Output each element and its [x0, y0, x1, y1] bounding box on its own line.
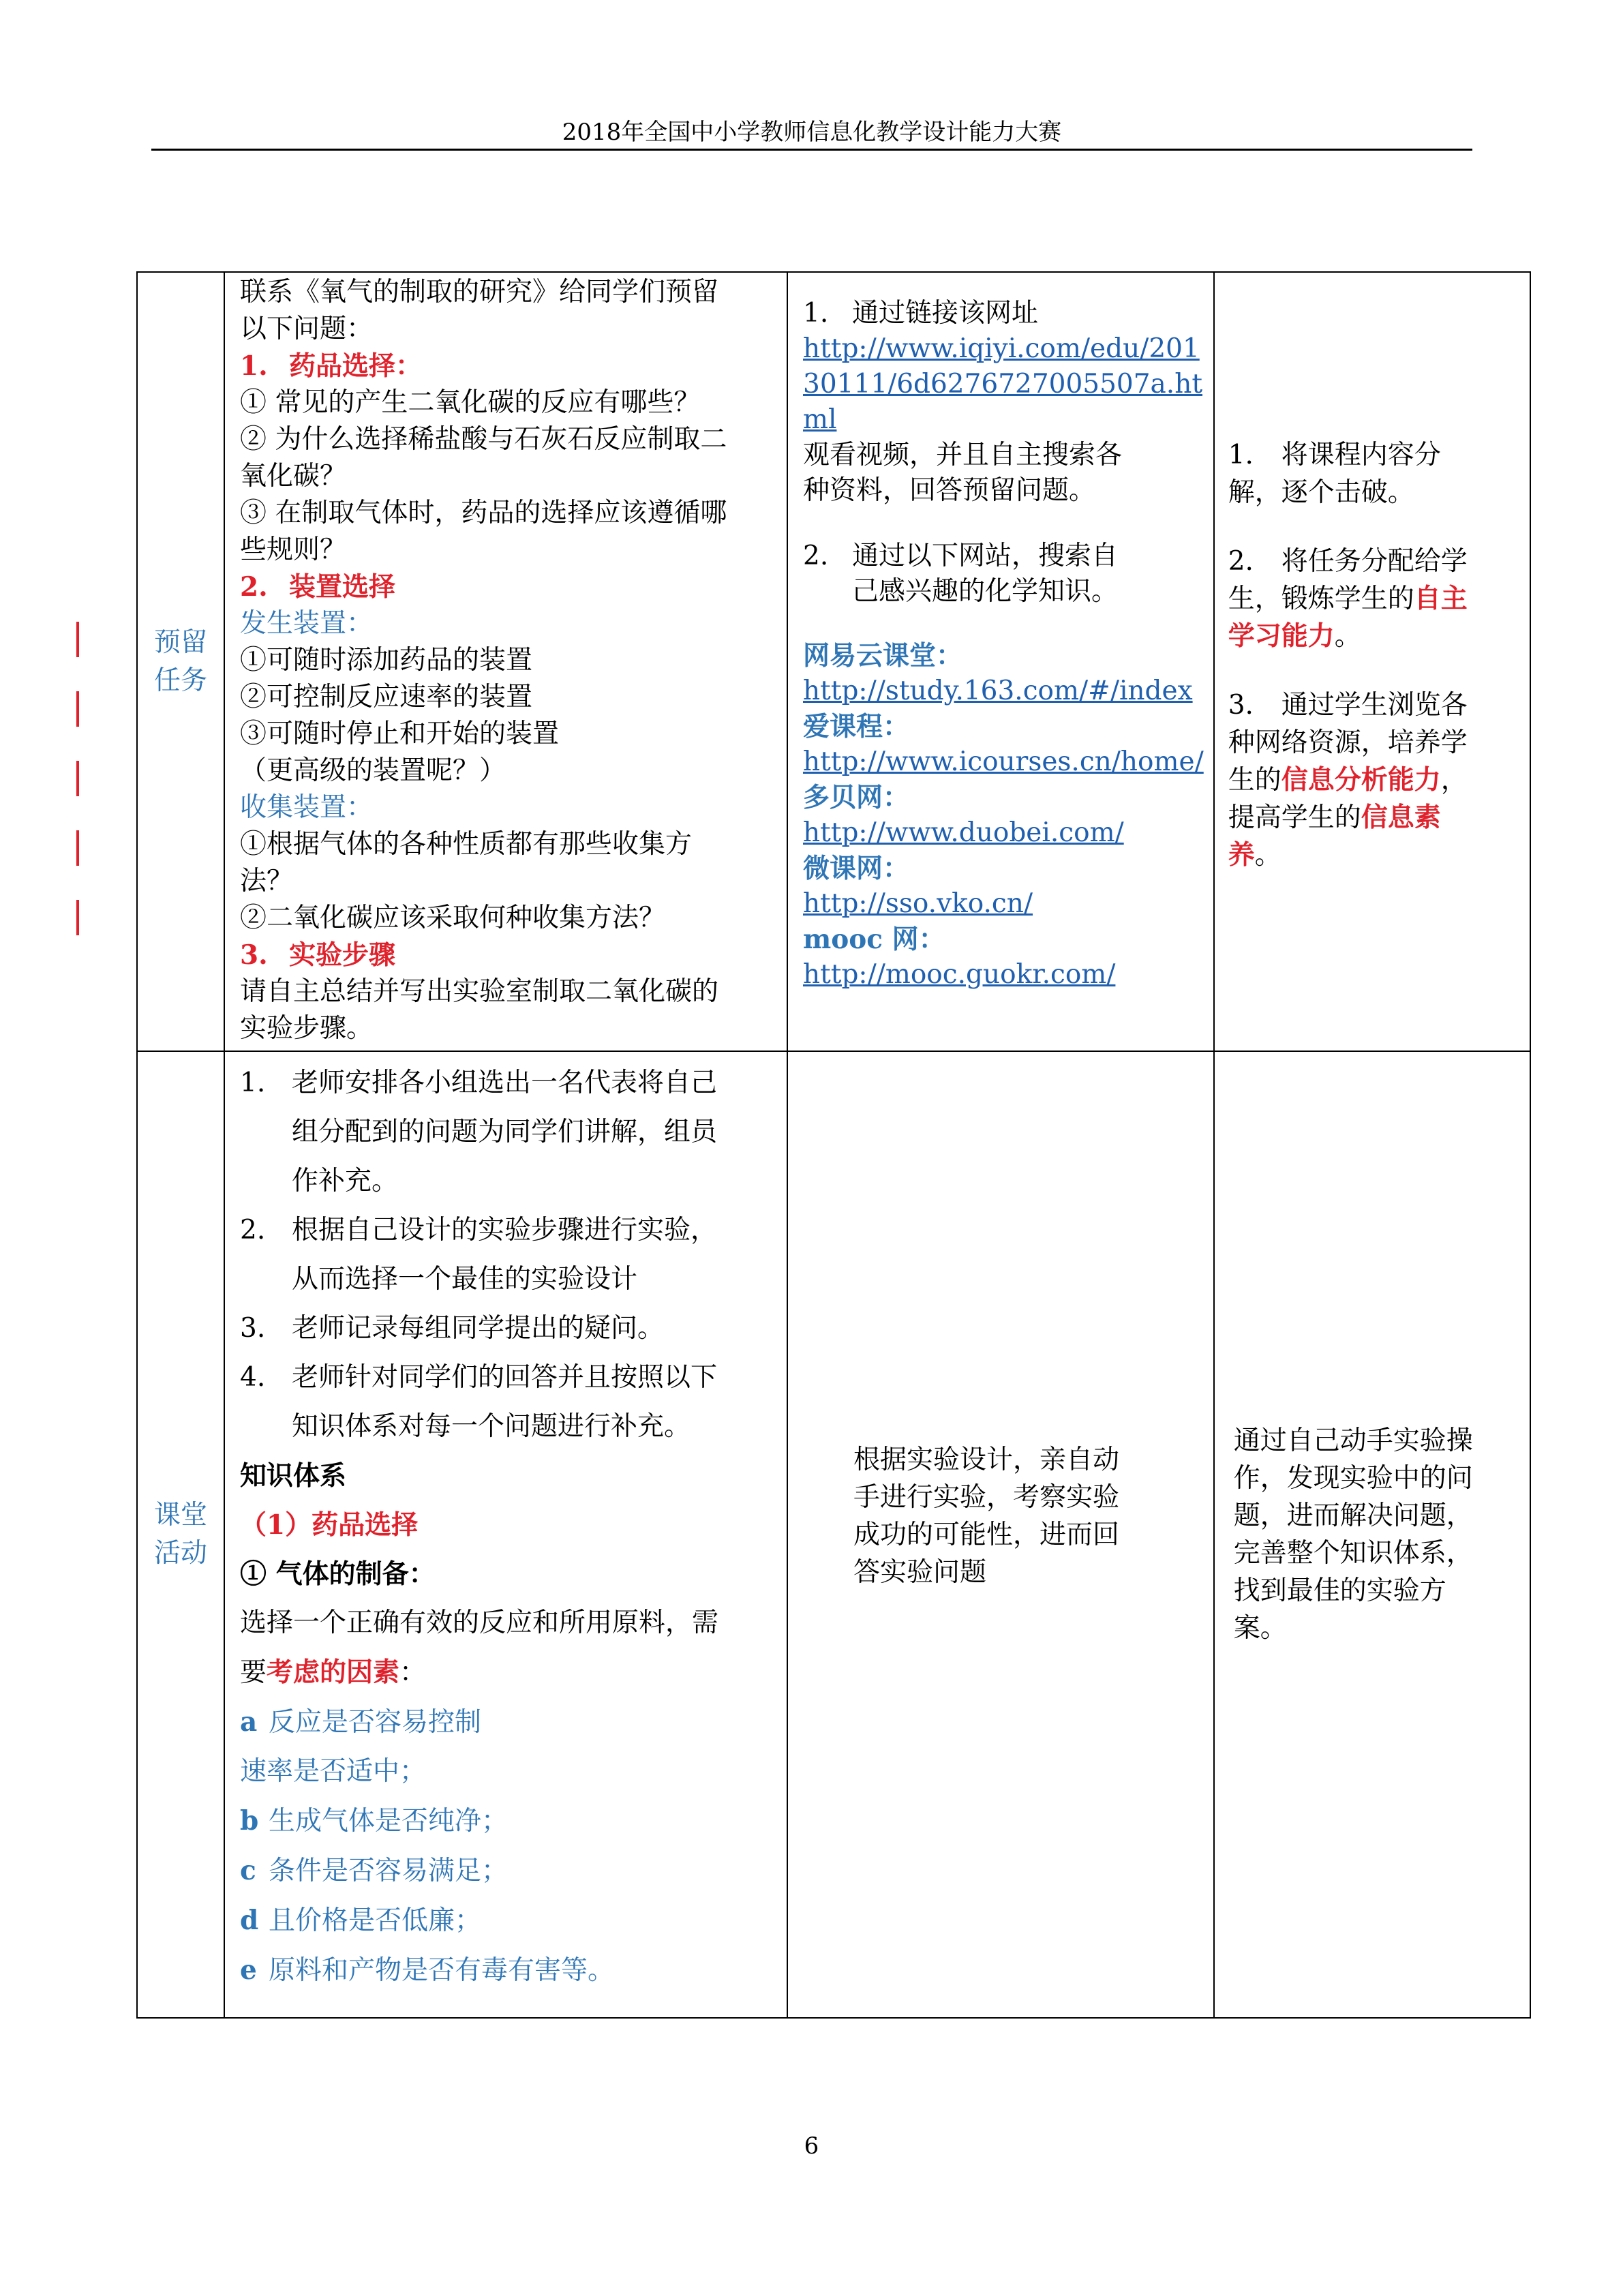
header-rule: [151, 149, 1472, 151]
resource-1-text: 种资料，回答预留问题。: [803, 475, 1096, 506]
intro-line: 以下问题：: [240, 314, 374, 344]
collector-item: ②二氧化碳应该采取何种收集方法？: [240, 903, 666, 933]
intent-text: 完善整个知识体系，: [1233, 1538, 1473, 1569]
activity-item-1-cont: 组分配到的问题为同学们讲解，组员: [292, 1117, 718, 1147]
intent-2-cont: 学习能力。: [1228, 620, 1361, 652]
generator-item: ③可随时停止和开始的装置: [240, 719, 560, 749]
intent-text: 找到最佳的实验方: [1233, 1575, 1446, 1606]
activity-item-1-cont: 作补充。: [292, 1166, 399, 1196]
row-label-class-activity: 课堂 活动: [137, 1051, 224, 2018]
margin-change-marks: [76, 622, 80, 969]
steps-text: 请自主总结并写出实验室制取二氧化碳的: [240, 976, 719, 1007]
intent-3-cont: 提高学生的信息素: [1228, 802, 1441, 833]
page-header-title: 2018年全国中小学教师信息化教学设计能力大赛: [562, 119, 1062, 146]
site-name-mooc: mooc 网：: [803, 924, 945, 955]
gas-preparation-title: ① 气体的制备：: [240, 1558, 436, 1590]
student-activity-text: 根据实验设计，亲自动: [853, 1445, 1120, 1475]
site-name-icourses: 爱课程：: [803, 711, 910, 742]
change-mark: [76, 900, 79, 935]
design-intent-cell: [1214, 272, 1530, 1051]
generator-item: （更高级的装置呢？）: [240, 755, 506, 786]
activity-item-2-cont: 从而选择一个最佳的实验设计: [292, 1264, 638, 1295]
student-activity-text: 成功的可能性，进而回: [853, 1520, 1120, 1550]
student-activity-text: 答实验问题: [853, 1557, 987, 1588]
change-mark: [76, 622, 79, 657]
site-link-icourses[interactable]: http://www.icourses.cn/home/: [803, 746, 1204, 777]
lesson-design-table: [136, 271, 1531, 2019]
activity-item-1: 1. 老师安排各小组选出一名代表将自己: [240, 1068, 718, 1098]
factor-e: e 原料和产物是否有毒有害等。: [240, 1954, 615, 1986]
factor-d: d 且价格是否低廉；: [240, 1905, 482, 1936]
question-1: ① 常见的产生二氧化碳的反应有哪些？: [240, 387, 701, 418]
intent-text: 案。: [1233, 1613, 1287, 1644]
site-name-163: 网易云课堂：: [803, 640, 963, 671]
factor-b: b 生成气体是否纯净；: [240, 1805, 509, 1837]
activity-item-4-cont: 知识体系对每一个问题进行补充。: [292, 1411, 691, 1442]
section-device-heading: 2. 装置选择: [240, 571, 396, 603]
activity-item-3: 3. 老师记录每组同学提出的疑问。: [240, 1313, 665, 1344]
resource-1-text: 观看视频，并且自主搜索各: [803, 440, 1123, 470]
steps-text-cont: 实验步骤。: [240, 1013, 374, 1044]
intent-2-cont: 生，锻炼学生的自主: [1228, 583, 1468, 614]
iqiyi-video-link[interactable]: http://www.iqiyi.com/edu/201: [803, 333, 1200, 364]
change-mark: [76, 691, 79, 727]
intent-3-cont: 养。: [1228, 839, 1281, 871]
resource-2-text: 己感兴趣的化学知识。: [852, 576, 1119, 607]
collector-item: ①根据气体的各种性质都有那些收集方: [240, 829, 693, 860]
change-mark: [76, 761, 79, 796]
site-link-duobei[interactable]: http://www.duobei.com/: [803, 817, 1124, 848]
knowledge-system-title: 知识体系: [240, 1460, 347, 1492]
change-mark: [76, 830, 79, 866]
section-steps-heading: 3. 实验步骤: [240, 939, 396, 971]
intent-3-cont: 种网络资源，培养学: [1228, 727, 1468, 758]
site-link-mooc[interactable]: http://mooc.guokr.com/: [803, 959, 1116, 990]
iqiyi-video-link[interactable]: 30111/6d6276727005507a.ht: [803, 369, 1202, 399]
activity-item-2: 2. 根据自己设计的实验步骤进行实验，: [240, 1215, 718, 1245]
collector-item-cont: 法？: [240, 866, 294, 896]
intent-text: 题，进而解决问题，: [1233, 1500, 1473, 1531]
factor-c: c 条件是否容易满足；: [240, 1855, 509, 1886]
resource-1-heading: 1. 通过链接该网址: [803, 298, 1039, 329]
intent-2: 2. 将任务分配给学: [1228, 546, 1468, 577]
factor-a: a 反应是否容易控制: [240, 1706, 482, 1738]
selection-text: 选择一个正确有效的反应和所用原料，需: [240, 1607, 719, 1638]
question-3-cont: 些规则？: [240, 534, 347, 565]
generator-item: ①可随时添加药品的装置: [240, 645, 533, 676]
intent-text: 通过自己动手实验操: [1233, 1425, 1473, 1456]
generator-heading: 发生装置：: [240, 608, 374, 639]
student-activity-cell: [787, 1051, 1214, 2018]
page-number: 6: [804, 2132, 819, 2160]
intent-text: 作，发现实验中的问: [1233, 1463, 1473, 1494]
site-name-vko: 微课网：: [803, 853, 910, 884]
question-3: ③ 在制取气体时，药品的选择应该遵循哪: [240, 498, 727, 528]
intent-1: 1. 将课程内容分: [1228, 440, 1441, 470]
section-drug-heading: 1. 药品选择：: [240, 350, 423, 382]
collector-heading: 收集装置：: [240, 792, 374, 823]
intent-3-cont: 生的信息分析能力，: [1228, 764, 1468, 796]
selection-text-cont: 要考虑的因素：: [240, 1657, 427, 1688]
intro-line: 联系《氧气的制取的研究》给同学们预留: [240, 277, 719, 307]
site-name-duobei: 多贝网：: [803, 782, 910, 813]
factor-a-cont: 速率是否适中；: [240, 1756, 427, 1787]
design-intent-cell: [1214, 1051, 1530, 2018]
intent-3: 3. 通过学生浏览各: [1228, 690, 1468, 721]
student-activity-text: 手进行实验，考察实验: [853, 1482, 1120, 1513]
resource-2-heading: 2. 通过以下网站，搜索自: [803, 541, 1119, 571]
iqiyi-video-link[interactable]: ml: [803, 404, 837, 435]
question-2: ② 为什么选择稀盐酸与石灰石反应制取二: [240, 424, 727, 455]
student-activity-cell: [787, 272, 1214, 1051]
generator-item: ②可控制反应速率的装置: [240, 682, 533, 712]
question-2-cont: 氧化碳？: [240, 461, 347, 492]
drug-selection-title: （1）药品选择: [240, 1509, 419, 1541]
row-label-preview-task: 预留 任务: [137, 272, 224, 1051]
table-row-class-activity: [137, 1051, 1530, 2018]
activity-item-4: 4. 老师针对同学们的回答并且按照以下: [240, 1362, 718, 1393]
site-link-vko[interactable]: http://sso.vko.cn/: [803, 888, 1033, 919]
intent-1-cont: 解，逐个击破。: [1228, 477, 1414, 508]
teacher-activity-cell: [224, 1051, 787, 2018]
table-row-preview-task: [137, 272, 1530, 1051]
teacher-activity-cell: [224, 272, 787, 1051]
site-link-163[interactable]: http://study.163.com/#/index: [803, 676, 1193, 706]
